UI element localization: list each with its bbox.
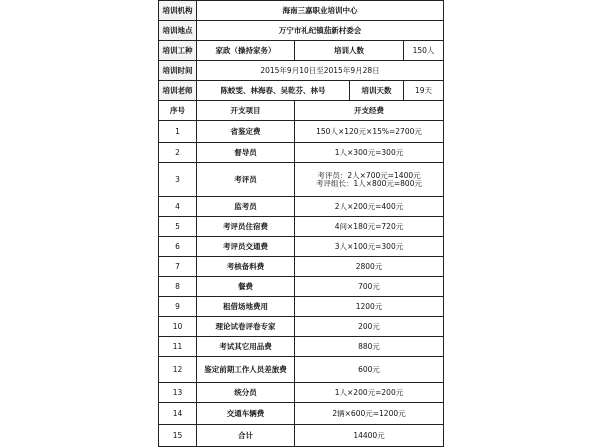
location-label: 培训地点 (159, 21, 197, 41)
row-item: 考核备料费 (197, 257, 295, 277)
row-index: 3 (159, 163, 197, 197)
row-item: 理论试卷评卷专家 (197, 317, 295, 337)
row-item: 租借场地费用 (197, 297, 295, 317)
table-row (159, 337, 444, 357)
row-item: 餐费 (197, 277, 295, 297)
count-label: 培训人数 (295, 41, 404, 61)
cost-table (158, 0, 444, 447)
col-index-header: 序号 (159, 101, 197, 121)
row-item: 交通车辆费 (197, 403, 295, 425)
cost-line: 1人×300元=300元 (334, 147, 404, 157)
row-index: 5 (159, 217, 197, 237)
row-index: 7 (159, 257, 197, 277)
row-index: 12 (159, 357, 197, 383)
col-item-header: 开支项目 (197, 101, 295, 121)
row-cost (295, 425, 444, 447)
col-cost-header: 开支经费 (295, 101, 444, 121)
cost-line: 200元 (358, 321, 380, 331)
table-row (159, 403, 444, 425)
row-item: 考评员交通费 (197, 237, 295, 257)
row-cost (295, 277, 444, 297)
table-row (159, 317, 444, 337)
type-value: 家政（操持家务） (197, 41, 295, 61)
row-item: 督导员 (197, 143, 295, 163)
cost-line: 1200元 (355, 301, 383, 311)
row-item: 考试其它用品费 (197, 337, 295, 357)
row-index: 13 (159, 383, 197, 403)
cost-line: 2辆×600元=1200元 (332, 408, 406, 418)
days-value: 19天 (404, 81, 444, 101)
type-row (159, 41, 444, 61)
row-item: 鉴定前期工作人员差旅费 (197, 357, 295, 383)
days-label: 培训天数 (350, 81, 404, 101)
column-header-row (159, 101, 444, 121)
org-label: 培训机构 (159, 1, 197, 21)
row-index: 9 (159, 297, 197, 317)
table-row (159, 425, 444, 447)
teacher-value: 陈蛟雯、林海春、吴乾芬、林号 (197, 81, 350, 101)
location-value: 万宁市礼纪镇茄新村委会 (197, 21, 444, 41)
row-cost (295, 217, 444, 237)
table-row (159, 297, 444, 317)
table-row (159, 217, 444, 237)
table-row (159, 121, 444, 143)
row-index: 15 (159, 425, 197, 447)
teacher-row (159, 81, 444, 101)
table-row (159, 357, 444, 383)
table-row (159, 237, 444, 257)
row-cost (295, 197, 444, 217)
table-row (159, 277, 444, 297)
row-cost (295, 297, 444, 317)
row-cost (295, 143, 444, 163)
row-item: 监考员 (197, 197, 295, 217)
row-item: 考评员 (197, 163, 295, 197)
row-index: 14 (159, 403, 197, 425)
teacher-label: 培训老师 (159, 81, 197, 101)
row-cost (295, 337, 444, 357)
row-index: 2 (159, 143, 197, 163)
table-row (159, 197, 444, 217)
table-row (159, 257, 444, 277)
count-value: 150人 (404, 41, 444, 61)
row-cost (295, 317, 444, 337)
cost-line: 700元 (358, 281, 380, 291)
location-row (159, 21, 444, 41)
row-item: 合计 (197, 425, 295, 447)
cost-line: 考评员：2人×700元=1400元 (317, 170, 421, 180)
row-cost (295, 403, 444, 425)
row-item: 考评员住宿费 (197, 217, 295, 237)
time-label: 培训时间 (159, 61, 197, 81)
training-cost-sheet (158, 0, 443, 447)
row-cost (295, 257, 444, 277)
cost-line: 4间×180元=720元 (334, 221, 404, 231)
cost-line: 考评组长：1人×800元=800元 (316, 178, 422, 188)
cost-line: 880元 (358, 341, 380, 351)
row-item: 统分员 (197, 383, 295, 403)
row-cost (295, 237, 444, 257)
row-index: 1 (159, 121, 197, 143)
cost-line: 2人×200元=400元 (334, 201, 404, 211)
cost-line: 14400元 (353, 430, 385, 440)
time-row (159, 61, 444, 81)
row-cost (295, 163, 444, 197)
row-cost (295, 121, 444, 143)
org-value: 海南三嘉职业培训中心 (197, 1, 444, 21)
org-row (159, 1, 444, 21)
cost-line: 1人×200元=200元 (334, 387, 404, 397)
row-index: 6 (159, 237, 197, 257)
table-row (159, 143, 444, 163)
row-index: 4 (159, 197, 197, 217)
table-row (159, 163, 444, 197)
type-label: 培训工种 (159, 41, 197, 61)
row-index: 10 (159, 317, 197, 337)
time-value: 2015年9月10日至2015年9月28日 (197, 61, 444, 81)
cost-line: 2800元 (355, 261, 383, 271)
row-index: 11 (159, 337, 197, 357)
row-cost (295, 357, 444, 383)
expense-rows (159, 121, 444, 447)
cost-line: 3人×100元=300元 (334, 241, 404, 251)
row-item: 省鉴定费 (197, 121, 295, 143)
cost-line: 150人×120元×15%=2700元 (316, 126, 422, 136)
row-index: 8 (159, 277, 197, 297)
cost-line: 600元 (358, 364, 380, 374)
